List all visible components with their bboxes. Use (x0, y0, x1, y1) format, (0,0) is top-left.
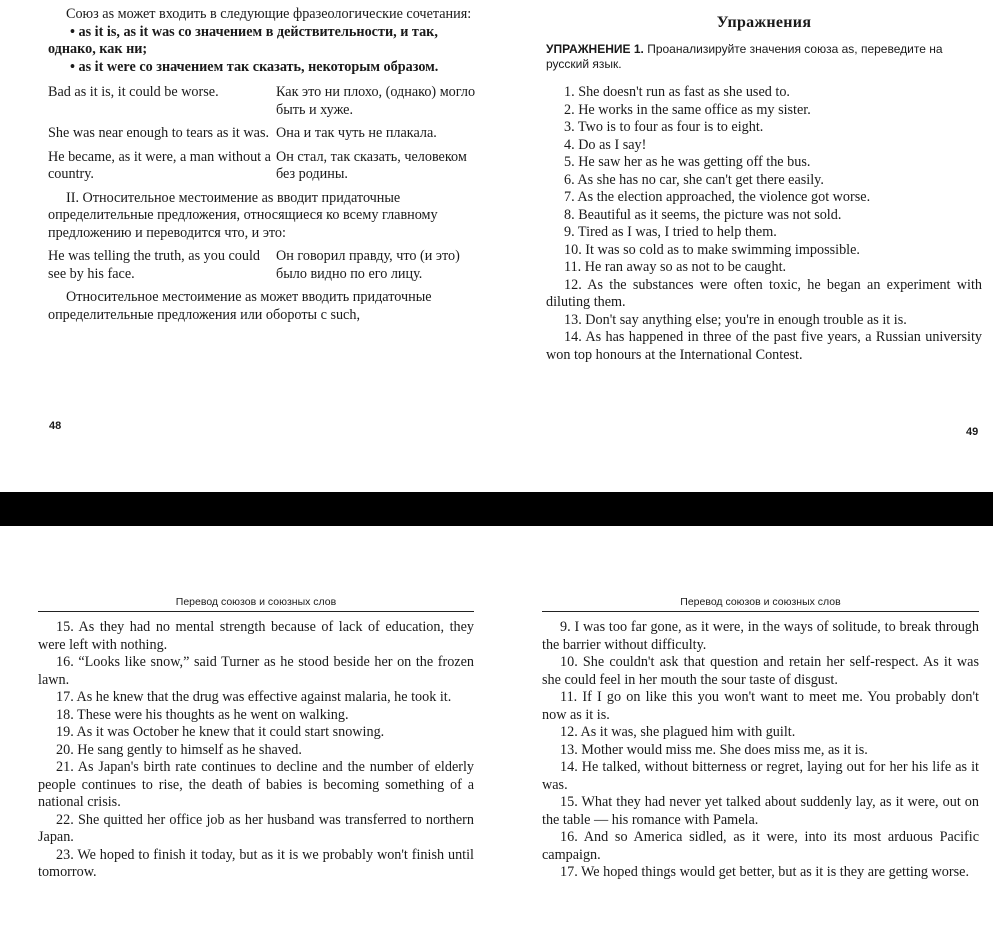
exercise-list (38, 619, 474, 882)
example-pair-2 (48, 125, 488, 143)
exercise-item: 19. As it was October he knew that it could start snowing. (56, 724, 385, 740)
example-ru: Он стал, так сказать, человеком без родины. (276, 148, 467, 182)
exercise-item: 12. As the substances were often toxic, he began an experiment with diluting them. (546, 276, 982, 310)
intro-paragraph: Союз as может входить в следующие фразеологические сочетания: (66, 6, 472, 22)
example-pair-4 (48, 248, 488, 283)
page-continued-left (38, 596, 474, 882)
example-ru: Она и так чуть не плакала. (276, 125, 437, 141)
exercise-label: УПРАЖНЕНИЕ 1. (546, 42, 644, 56)
exercise-item: 9. Tired as I was, I tried to help them. (564, 224, 777, 240)
exercise-item: 13. Don't say anything else; you're in enough trouble as it is. (564, 311, 907, 328)
example-ru: Он говорил правду, что (и это) было видно по его лицу. (276, 248, 460, 282)
page-continued-right (542, 596, 979, 882)
bullet-as-it-were: • as it were со значением так сказать, некоторым образом. (70, 58, 439, 75)
exercise-item: 17. We hoped things would get better, but as it is they are getting worse. (560, 864, 969, 880)
example-en: Bad as it is, it could be worse. (48, 84, 219, 100)
exercise-item: 5. He saw her as he was getting off the bus. (564, 154, 811, 170)
example-pair-1 (48, 84, 488, 119)
exercise-heading (546, 42, 982, 72)
exercise-item: 2. He works in the same office as my sister. (564, 101, 811, 118)
exercise-item: 21. As Japan's birth rate continues to decline and the number of elderly people continues to rise, the death of babies is becoming something of a national crisis. (38, 759, 474, 810)
exercise-list (546, 84, 982, 364)
exercise-instructions: Проанализируйте значения союза as, переведите на русский язык. (546, 42, 943, 71)
exercise-item: 22. She quitted her office job as her husband was transferred to northern Japan. (38, 811, 474, 845)
page-48 (48, 6, 488, 324)
bullet-as-it-is: • as it is, as it was со значением в действительности, и так, однако, как ни; (48, 23, 438, 57)
exercise-item: 12. As it was, she plagued him with guilt. (560, 724, 796, 740)
running-head: Перевод союзов и союзных слов (542, 596, 979, 612)
exercise-item: 13. Mother would miss me. She does miss me, as it is. (560, 741, 868, 758)
exercise-item: 8. Beautiful as it seems, the picture was not sold. (564, 206, 842, 223)
exercise-item: 23. We hoped to finish it today, but as it is we probably won't finish until tomorrow. (38, 846, 474, 880)
example-ru: Как это ни плохо, (однако) могло быть и хуже. (276, 84, 476, 118)
exercise-item: 15. As they had no mental strength because of lack of education, they were left with nothing. (38, 619, 474, 653)
example-pair-3 (48, 149, 488, 184)
exercise-item: 16. And so America sidled, as it were, into its most arduous Pacific campaign. (542, 829, 979, 863)
page-number-49: 49 (966, 426, 979, 438)
exercise-item: 7. As the election approached, the violence got worse. (564, 189, 871, 205)
section-2-paragraph: II. Относительное местоимение as вводит придаточные определительные предложения, относящиеся ко всему главному предложению и переводится что, и это: (48, 189, 438, 241)
running-head: Перевод союзов и союзных слов (38, 596, 474, 612)
example-en: She was near enough to tears as it was. (48, 125, 270, 141)
exercise-item: 11. If I go on like this you won't want to meet me. You probably don't now as it is. (542, 689, 979, 723)
exercise-item: 4. Do as I say! (564, 136, 647, 153)
exercise-item: 6. As she has no car, she can't get there easily. (564, 171, 824, 188)
exercise-item: 1. She doesn't run as fast as she used to. (564, 84, 790, 100)
page-49 (546, 14, 982, 364)
example-en: He was telling the truth, as you could see by his face. (48, 248, 260, 282)
exercise-item: 17. As he knew that the drug was effective against malaria, he took it. (56, 689, 452, 705)
exercises-title: Упражнения (716, 14, 812, 31)
example-en: He became, as it were, a man without a country. (48, 148, 271, 182)
exercise-item: 14. As has happened in three of the past five years, a Russian university won top honours at the International Contest. (546, 329, 982, 363)
exercise-item: 10. She couldn't ask that question and retain her self-respect. As it was she could feel in her mouth the sour taste of disgust. (542, 654, 979, 688)
exercise-item: 15. What they had never yet talked about suddenly lay, as it were, out on the table — his romance with Pamela. (542, 794, 979, 828)
exercise-item: 16. “Looks like snow,” said Turner as he stood beside her on the frozen lawn. (38, 654, 474, 688)
exercise-item: 10. It was so cold as to make swimming impossible. (564, 241, 860, 258)
page-number-48: 48 (49, 420, 62, 432)
exercise-item: 18. These were his thoughts as he went on walking. (56, 706, 349, 723)
exercise-item: 3. Two is to four as four is to eight. (564, 119, 764, 135)
image-divider (0, 492, 993, 526)
exercise-list (542, 619, 979, 882)
closing-paragraph: Относительное местоимение as может вводить придаточные определительные предложения или обороты с such, (48, 289, 432, 323)
exercise-item: 14. He talked, without bitterness or regret, laying out for her his life as it was. (542, 759, 979, 793)
exercise-item: 20. He sang gently to himself as he shaved. (56, 741, 302, 758)
exercise-item: 9. I was too far gone, as it were, in the ways of solitude, to break through the barrier without difficulty. (542, 619, 979, 653)
exercise-item: 11. He ran away so as not to be caught. (564, 259, 787, 275)
